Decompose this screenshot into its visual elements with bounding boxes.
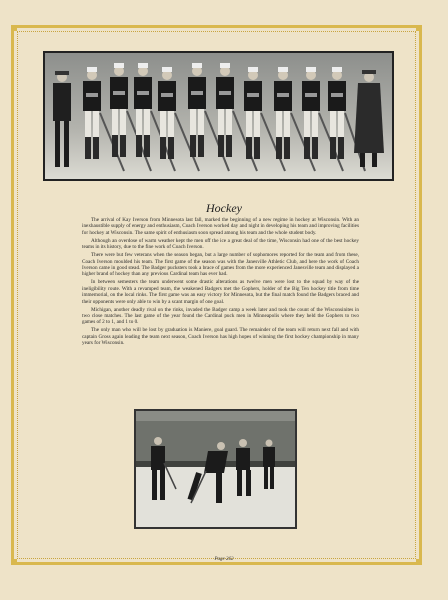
paragraph: There were but few veterans when the season began, but a large number of sophomores reported for the team and from these, Coach Iverson moulded his team. The first game of the season was with the Janesville Athletic Club, and here the work of Coach Iverson came in good stead. The Badger pucksters took a brace of games from the more experienced Janesville team and displayed a higher brand of hockey than any previous Cardinal team has ever had.: [82, 252, 359, 278]
team-photo: [43, 51, 394, 181]
article-body: [82, 217, 359, 348]
paragraph: Although an overdose of warm weather kept the men off the ice a great deal of the time, Wisconsin had one of the best hockey teams in its history, due to the fine work of Coach Iverson.: [82, 237, 359, 251]
section-title: Hockey: [206, 201, 242, 215]
border-corner-ornament: [11, 25, 17, 31]
paragraph: Michigan, another deadly rival on the rinks, invaded the Badger camp a week later and took the count of the Wisconsinites in two close matches. The last game of the year found the Cardinal puck men in Minneapolis where they held the Gophers to two games of 2 to 1, and 1 to 0.: [82, 306, 359, 326]
paragraph: The only man who will be lost by graduation is Maniere, goal guard. The remainder of the team will return next fall and with captain Gross again leading the team next season, Coach Iverson has high hopes of winning the first hockey championship in many years for Wisconsin.: [82, 327, 359, 347]
game-action-image: [136, 411, 295, 527]
coach-figure-right: [354, 70, 384, 167]
paragraph: In between semesters the team underwent some drastic alterations as twelve men were lost to the squad by way of the ineligibility route. With a revamped team, the weakened Badgers met the Gophers, holder of the Big Ten hockey title from time immemorial, on the local rinks. The first game was an easy victory for Minnesota, but the final match found the Badgers braced and their opponents were only able to win by a scant margin of one goal.: [82, 279, 359, 305]
page-number: Page 262: [214, 557, 234, 562]
team-photo-image: [45, 53, 392, 179]
border-corner-ornament: [416, 25, 422, 31]
paragraph: The arrival of Kay Iverson from Minnesota last fall, marked the beginning of a new regime in hockey at Wisconsin. With an inexhaustible supply of energy and enthusiasm, Coach Iverson worked day and night in developing his team and improving facilities for hockey at Wisconsin. The same spirit of enthusiasm soon spread among his team and the whole student body.: [82, 217, 359, 236]
game-action-photo: [134, 409, 297, 529]
